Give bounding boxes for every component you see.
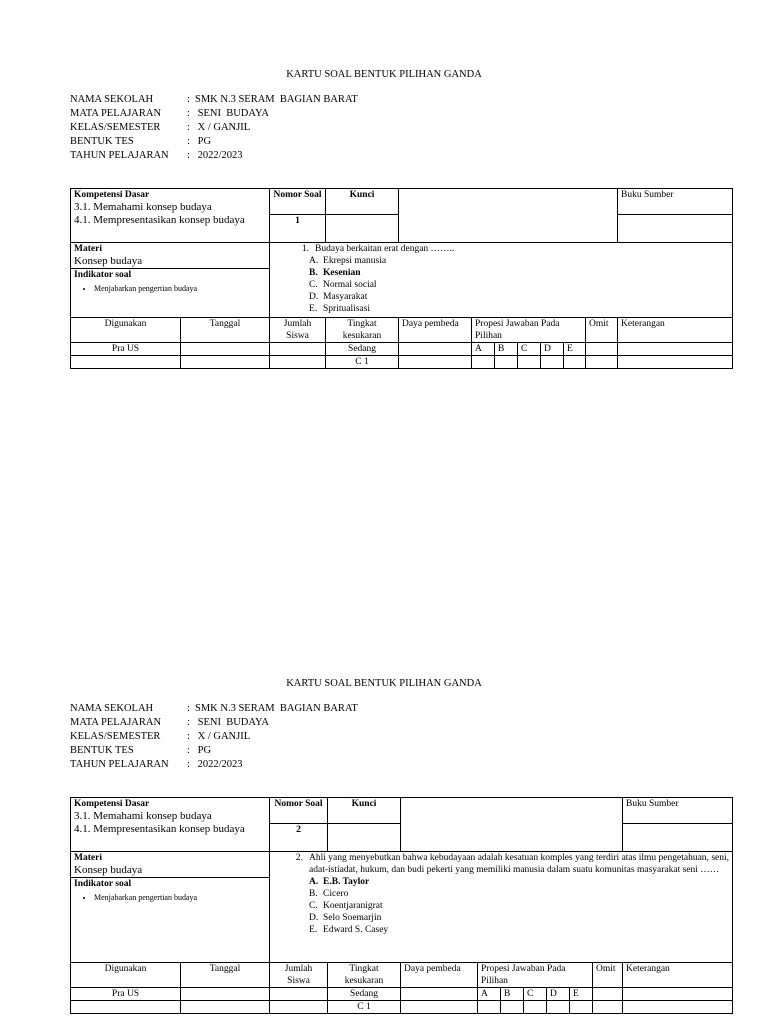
buku-value: [618, 215, 733, 243]
choice-c: C: [524, 988, 547, 1001]
meta-row-school: NAMA SEKOLAH : SMK N.3 SERAM BAGIAN BARAT: [70, 94, 358, 105]
indikator-item: • Menjabarkan pengertian budaya: [94, 892, 266, 903]
tanggal-header: Tanggal: [181, 963, 270, 988]
option-b: B. Cicero: [309, 889, 349, 899]
level-cell: C 1: [326, 356, 399, 369]
choice-a: A: [478, 988, 501, 1001]
card-meta: [70, 702, 358, 772]
digunakan-header: Digunakan: [71, 963, 181, 988]
level-cell: C 1: [328, 1001, 401, 1014]
daya-header: Daya pembeda: [399, 318, 472, 343]
option-b: B. Kesenian: [309, 268, 361, 278]
option-d: D. Masyarakat: [309, 292, 368, 302]
option-e: E. Spritualisasi: [309, 304, 370, 314]
sedang-cell: Sedang: [328, 988, 401, 1001]
card-meta: [70, 93, 358, 163]
meta-row-school: NAMA SEKOLAH : SMK N.3 SERAM BAGIAN BARAT: [70, 703, 358, 714]
kunci-value: [328, 824, 401, 852]
omit-header: Omit: [586, 318, 618, 343]
blank-area: [401, 798, 623, 852]
card-title: KARTU SOAL BENTUK PILIHAN GANDA: [286, 69, 482, 80]
option-a: A. Ekrepsi manusia: [309, 256, 387, 266]
keterangan-header: Keterangan: [618, 318, 733, 343]
nomor-value: 1: [270, 215, 326, 243]
question-table: [70, 188, 733, 369]
nomor-header: Nomor Soal: [270, 798, 328, 824]
jumlah-header: Jumlah Siswa: [270, 963, 328, 988]
kompetensi-cell: Kompetensi Dasar 3.1. Memahami konsep budaya 4.1. Mempresentasikan konsep budaya: [71, 189, 270, 243]
question-cell: [270, 852, 733, 963]
kunci-header: Kunci: [328, 798, 401, 824]
option-d: D. Selo Soemarjin: [309, 913, 382, 923]
choice-b: B: [501, 988, 524, 1001]
nomor-value: 2: [270, 824, 328, 852]
meta-row-year: TAHUN PELAJARAN : 2022/2023: [70, 759, 243, 770]
indikator-item: • Menjabarkan pengertian budaya: [94, 283, 266, 294]
propesi-header: Propesi Jawaban Pada Pilihan: [472, 318, 586, 343]
propesi-header: Propesi Jawaban Pada Pilihan: [478, 963, 593, 988]
meta-row-class: KELAS/SEMESTER : X / GANJIL: [70, 731, 251, 742]
choice-e: E: [564, 343, 586, 356]
meta-row-test-type: BENTUK TES : PG: [70, 745, 212, 756]
digunakan-header: Digunakan: [71, 318, 181, 343]
kunci-value: [326, 215, 399, 243]
blank-area: [399, 189, 618, 243]
meta-row-subject: MATA PELAJARAN : SENI BUDAYA: [70, 108, 269, 119]
buku-header: Buku Sumber: [623, 798, 733, 824]
buku-value: [623, 824, 733, 852]
question-table: [70, 797, 733, 1014]
question-stem: 1. Budaya berkaitan erat dengan ……..: [301, 244, 455, 254]
choice-a: A: [472, 343, 495, 356]
meta-row-test-type: BENTUK TES : PG: [70, 136, 212, 147]
daya-header: Daya pembeda: [401, 963, 478, 988]
buku-header: Buku Sumber: [618, 189, 733, 215]
kompetensi-cell: Kompetensi Dasar 3.1. Memahami konsep budaya 4.1. Mempresentasikan konsep budaya: [71, 798, 270, 852]
choice-c: C: [518, 343, 541, 356]
tanggal-header: Tanggal: [181, 318, 270, 343]
option-a: A. E.B. Taylor: [309, 877, 370, 887]
choice-d: D: [547, 988, 570, 1001]
choice-e: E: [570, 988, 593, 1001]
tingkat-header: Tingkat kesukaran: [326, 318, 399, 343]
keterangan-header: Keterangan: [623, 963, 733, 988]
nomor-header: Nomor Soal: [270, 189, 326, 215]
question-cell: [270, 243, 733, 318]
meta-row-subject: MATA PELAJARAN : SENI BUDAYA: [70, 717, 269, 728]
choice-d: D: [541, 343, 564, 356]
kunci-header: Kunci: [326, 189, 399, 215]
card-title: KARTU SOAL BENTUK PILIHAN GANDA: [286, 678, 482, 689]
materi-cell: Materi Konsep budaya Indikator soal • Menjabarkan pengertian budaya: [71, 243, 270, 318]
sedang-cell: Sedang: [326, 343, 399, 356]
omit-header: Omit: [593, 963, 623, 988]
tingkat-header: Tingkat kesukaran: [328, 963, 401, 988]
choice-b: B: [495, 343, 518, 356]
pra-us-cell: Pra US: [71, 343, 181, 356]
option-c: C. Normal social: [309, 280, 377, 290]
option-e: E. Edward S. Casey: [309, 925, 389, 935]
meta-row-class: KELAS/SEMESTER : X / GANJIL: [70, 122, 251, 133]
materi-cell: Materi Konsep budaya Indikator soal • Menjabarkan pengertian budaya: [71, 852, 270, 963]
question-stem: 2. Ahli yang menyebutkan bahwa kebudayaan adalah kesatuan komples yang terdiri atas ilmu pengetahuan, seni, adat-istiadat, hukum, dan budi pekerti yang memiliki manusia dalam suatu komunitas masyarakat seni ……: [295, 853, 730, 875]
meta-row-year: TAHUN PELAJARAN : 2022/2023: [70, 150, 243, 161]
pra-us-cell: Pra US: [71, 988, 181, 1001]
jumlah-header: Jumlah Siswa: [270, 318, 326, 343]
option-c: C. Koentjaranigrat: [309, 901, 383, 911]
